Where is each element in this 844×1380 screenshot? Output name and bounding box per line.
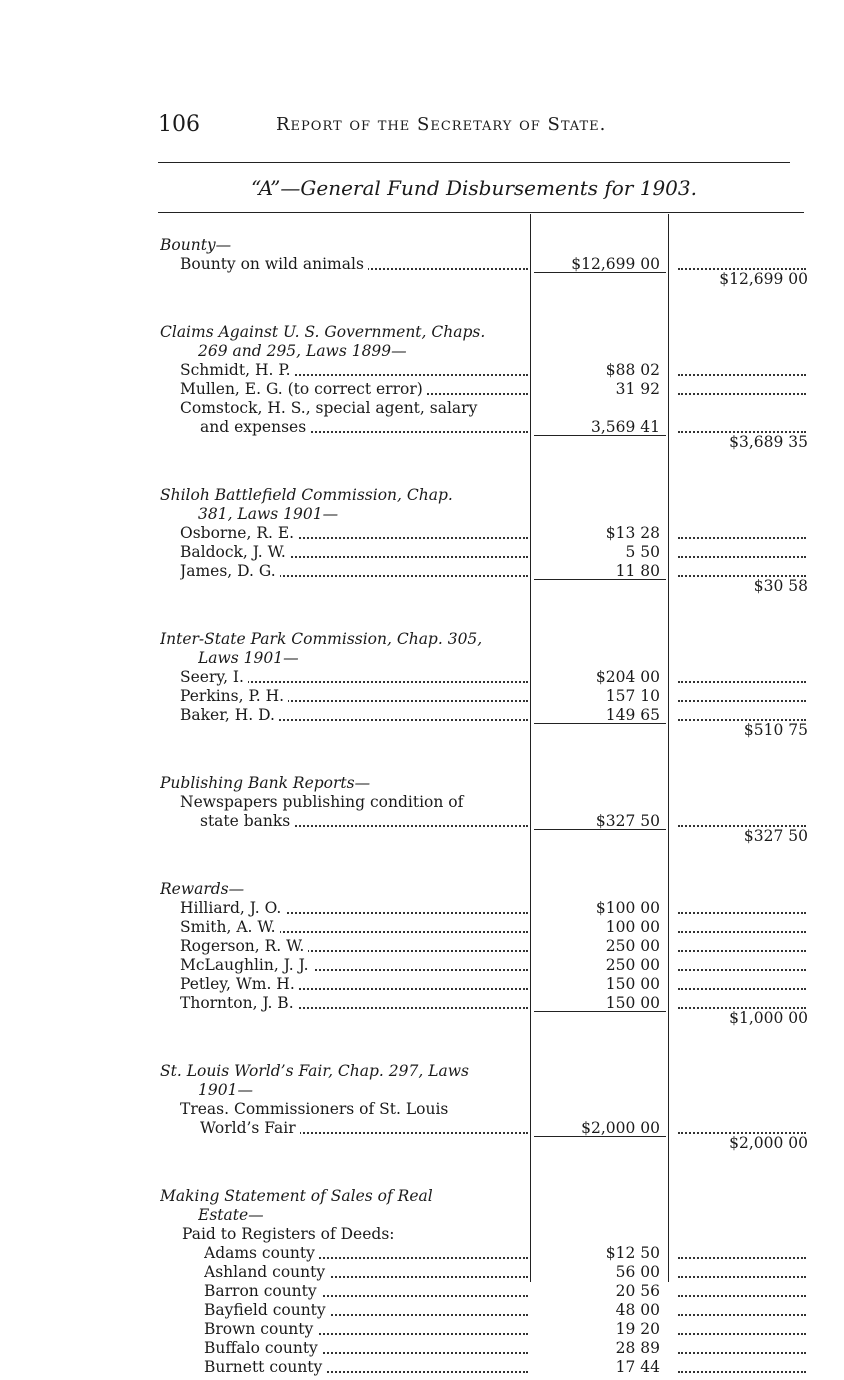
- subtotal-rule: [534, 1011, 666, 1012]
- row-label: [200, 812, 528, 831]
- row-text: Mullen, E. G. (to correct error): [180, 380, 427, 398]
- row-label: [198, 342, 528, 361]
- row-label: [160, 486, 528, 505]
- row-text: Claims Against U. S. Government, Chaps.: [160, 323, 489, 341]
- row-label: [180, 687, 528, 706]
- row-label: [180, 1100, 528, 1119]
- item-amount: 31 92: [615, 380, 660, 398]
- total-leader-dots: [678, 956, 806, 975]
- item-amount: 150 00: [605, 994, 660, 1012]
- row-label: [180, 361, 528, 380]
- leader-dots: [678, 1371, 806, 1373]
- leader-dots: [678, 393, 806, 395]
- item-amount: 5 50: [625, 543, 660, 561]
- subtotal-rule: [534, 829, 666, 830]
- item-amount: $204 00: [595, 668, 660, 686]
- leader-dots: [678, 1295, 806, 1297]
- section-total: $327 50: [743, 827, 808, 845]
- total-leader-dots: [678, 1320, 806, 1339]
- row-text: St. Louis World’s Fair, Chap. 297, Laws: [160, 1062, 473, 1080]
- row-text: Comstock, H. S., special agent, salary: [180, 399, 481, 417]
- row-text: 381, Laws 1901—: [198, 505, 342, 523]
- item-amount: 19 20: [615, 1320, 660, 1338]
- total-leader-dots: [678, 380, 806, 399]
- row-label: [160, 323, 528, 342]
- page-header: [158, 112, 790, 142]
- row-label: [160, 630, 528, 649]
- row-text: Adams county: [204, 1244, 319, 1262]
- section-total: $1,000 00: [729, 1009, 808, 1027]
- subtotal-rule: [534, 579, 666, 580]
- row-label: [160, 880, 528, 899]
- item-amount: 11 80: [615, 562, 660, 580]
- leader-dots: [678, 537, 806, 539]
- total-leader-dots: [678, 668, 806, 687]
- row-label: [198, 505, 528, 524]
- row-text: Thornton, J. B.: [180, 994, 298, 1012]
- item-amount: $88 02: [605, 361, 660, 379]
- row-text: Bounty on wild animals: [180, 255, 368, 273]
- total-leader-dots: [678, 1263, 806, 1282]
- row-label: [180, 255, 528, 274]
- total-leader-dots: [678, 918, 806, 937]
- row-text: Newspapers publishing condition of: [180, 793, 467, 811]
- item-amount: $100 00: [595, 899, 660, 917]
- row-label: [180, 956, 528, 975]
- row-label: [200, 418, 528, 437]
- page-number: 106: [158, 112, 200, 137]
- item-amount: $12,699 00: [571, 255, 660, 273]
- row-text: Schmidt, H. P.: [180, 361, 295, 379]
- leader-dots: [678, 1314, 806, 1316]
- row-label: [160, 1062, 528, 1081]
- row-text: Treas. Commissioners of St. Louis: [180, 1100, 452, 1118]
- item-amount: $327 50: [595, 812, 660, 830]
- row-text: Rewards—: [160, 880, 248, 898]
- row-text: Hilliard, J. O.: [180, 899, 285, 917]
- column-divider-left: [530, 214, 531, 1282]
- leader-dots: [678, 931, 806, 933]
- row-label: [180, 899, 528, 918]
- row-text: Perkins, P. H.: [180, 687, 288, 705]
- row-text: Smith, A. W.: [180, 918, 280, 936]
- item-amount: 157 10: [605, 687, 660, 705]
- leader-dots: [678, 950, 806, 952]
- leader-dots: [678, 374, 806, 376]
- row-label: [180, 524, 528, 543]
- header-rule: [158, 162, 790, 163]
- row-label: [200, 1119, 528, 1138]
- leader-dots: [678, 556, 806, 558]
- row-label: [180, 937, 528, 956]
- row-label: [198, 1206, 528, 1225]
- item-amount: 150 00: [605, 975, 660, 993]
- subtotal-rule: [534, 723, 666, 724]
- row-text: Estate—: [198, 1206, 268, 1224]
- item-amount: $12 50: [605, 1244, 660, 1262]
- item-amount: 28 89: [615, 1339, 660, 1357]
- row-text: 1901—: [198, 1081, 257, 1099]
- subtotal-rule: [534, 435, 666, 436]
- total-leader-dots: [678, 524, 806, 543]
- item-amount: $13 28: [605, 524, 660, 542]
- row-text: Osborne, R. E.: [180, 524, 298, 542]
- total-leader-dots: [678, 1282, 806, 1301]
- total-leader-dots: [678, 1358, 806, 1377]
- row-text: Ashland county: [204, 1263, 329, 1281]
- row-label: [180, 562, 528, 581]
- row-label: [180, 994, 528, 1013]
- leader-dots: [678, 1257, 806, 1259]
- row-label: [180, 793, 528, 812]
- row-label: [160, 236, 528, 255]
- section-total: $3,689 35: [729, 433, 808, 451]
- row-text: Inter-State Park Commission, Chap. 305,: [160, 630, 486, 648]
- leader-dots: [678, 988, 806, 990]
- row-label: [204, 1244, 528, 1263]
- item-amount: 250 00: [605, 937, 660, 955]
- row-text: World’s Fair: [200, 1119, 300, 1137]
- row-text: Shiloh Battlefield Commission, Chap.: [160, 486, 457, 504]
- row-text: Burnett county: [204, 1358, 326, 1376]
- item-amount: 17 44: [615, 1358, 660, 1376]
- section-total: $12,699 00: [719, 270, 808, 288]
- item-amount: 250 00: [605, 956, 660, 974]
- row-label: [182, 1225, 528, 1244]
- total-leader-dots: [678, 1339, 806, 1358]
- row-label: [204, 1320, 528, 1339]
- subtotal-rule: [534, 1136, 666, 1137]
- row-text: Publishing Bank Reports—: [160, 774, 374, 792]
- section-total: $510 75: [743, 721, 808, 739]
- leader-dots: [678, 912, 806, 914]
- row-text: and expenses: [200, 418, 310, 436]
- leader-dots: [678, 1276, 806, 1278]
- item-amount: 100 00: [605, 918, 660, 936]
- row-label: [204, 1301, 528, 1320]
- row-label: [180, 399, 528, 418]
- total-leader-dots: [678, 361, 806, 380]
- row-label: [204, 1339, 528, 1358]
- leader-dots: [678, 1352, 806, 1354]
- column-divider-right: [668, 214, 669, 1282]
- section-total: $30 58: [753, 577, 808, 595]
- table-title: “A”—General Fund Disbursements for 1903.: [251, 176, 697, 200]
- item-amount: 48 00: [615, 1301, 660, 1319]
- row-label: [160, 1187, 528, 1206]
- item-amount: 56 00: [615, 1263, 660, 1281]
- row-text: Brown county: [204, 1320, 317, 1338]
- total-leader-dots: [678, 899, 806, 918]
- total-leader-dots: [678, 1244, 806, 1263]
- row-label: [160, 774, 528, 793]
- total-leader-dots: [678, 687, 806, 706]
- item-amount: $2,000 00: [581, 1119, 660, 1137]
- row-text: Bounty—: [160, 236, 235, 254]
- total-leader-dots: [678, 1301, 806, 1320]
- row-text: Buffalo county: [204, 1339, 322, 1357]
- row-text: Rogerson, R. W.: [180, 937, 308, 955]
- row-text: Laws 1901—: [198, 649, 303, 667]
- row-label: [204, 1263, 528, 1282]
- leader-dots: [678, 969, 806, 971]
- title-rule: [158, 212, 804, 213]
- total-leader-dots: [678, 975, 806, 994]
- row-text: Baker, H. D.: [180, 706, 279, 724]
- item-amount: 3,569 41: [590, 418, 660, 436]
- row-text: McLaughlin, J. J.: [180, 956, 313, 974]
- row-text: James, D. G.: [180, 562, 280, 580]
- row-label: [180, 975, 528, 994]
- running-title: Report of the Secretary of State.: [276, 114, 607, 135]
- row-text: state banks: [200, 812, 294, 830]
- row-text: Baldock, J. W.: [180, 543, 290, 561]
- row-text: Making Statement of Sales of Real: [160, 1187, 437, 1205]
- row-label: [180, 380, 528, 399]
- row-label: [180, 706, 528, 725]
- leader-dots: [678, 1333, 806, 1335]
- row-text: Paid to Registers of Deeds:: [182, 1225, 399, 1243]
- row-label: [180, 543, 528, 562]
- leader-dots: [678, 700, 806, 702]
- total-leader-dots: [678, 543, 806, 562]
- row-label: [204, 1358, 528, 1377]
- row-text: 269 and 295, Laws 1899—: [198, 342, 411, 360]
- row-label: [198, 649, 528, 668]
- item-amount: 20 56: [615, 1282, 660, 1300]
- leader-dots: [678, 681, 806, 683]
- row-text: Seery, I.: [180, 668, 248, 686]
- item-amount: 149 65: [605, 706, 660, 724]
- row-text: Petley, Wm. H.: [180, 975, 299, 993]
- row-text: Barron county: [204, 1282, 321, 1300]
- row-label: [180, 668, 528, 687]
- row-text: Bayfield county: [204, 1301, 330, 1319]
- section-total: $2,000 00: [729, 1134, 808, 1152]
- row-label: [204, 1282, 528, 1301]
- subtotal-rule: [534, 272, 666, 273]
- row-label: [198, 1081, 528, 1100]
- total-leader-dots: [678, 937, 806, 956]
- row-label: [180, 918, 528, 937]
